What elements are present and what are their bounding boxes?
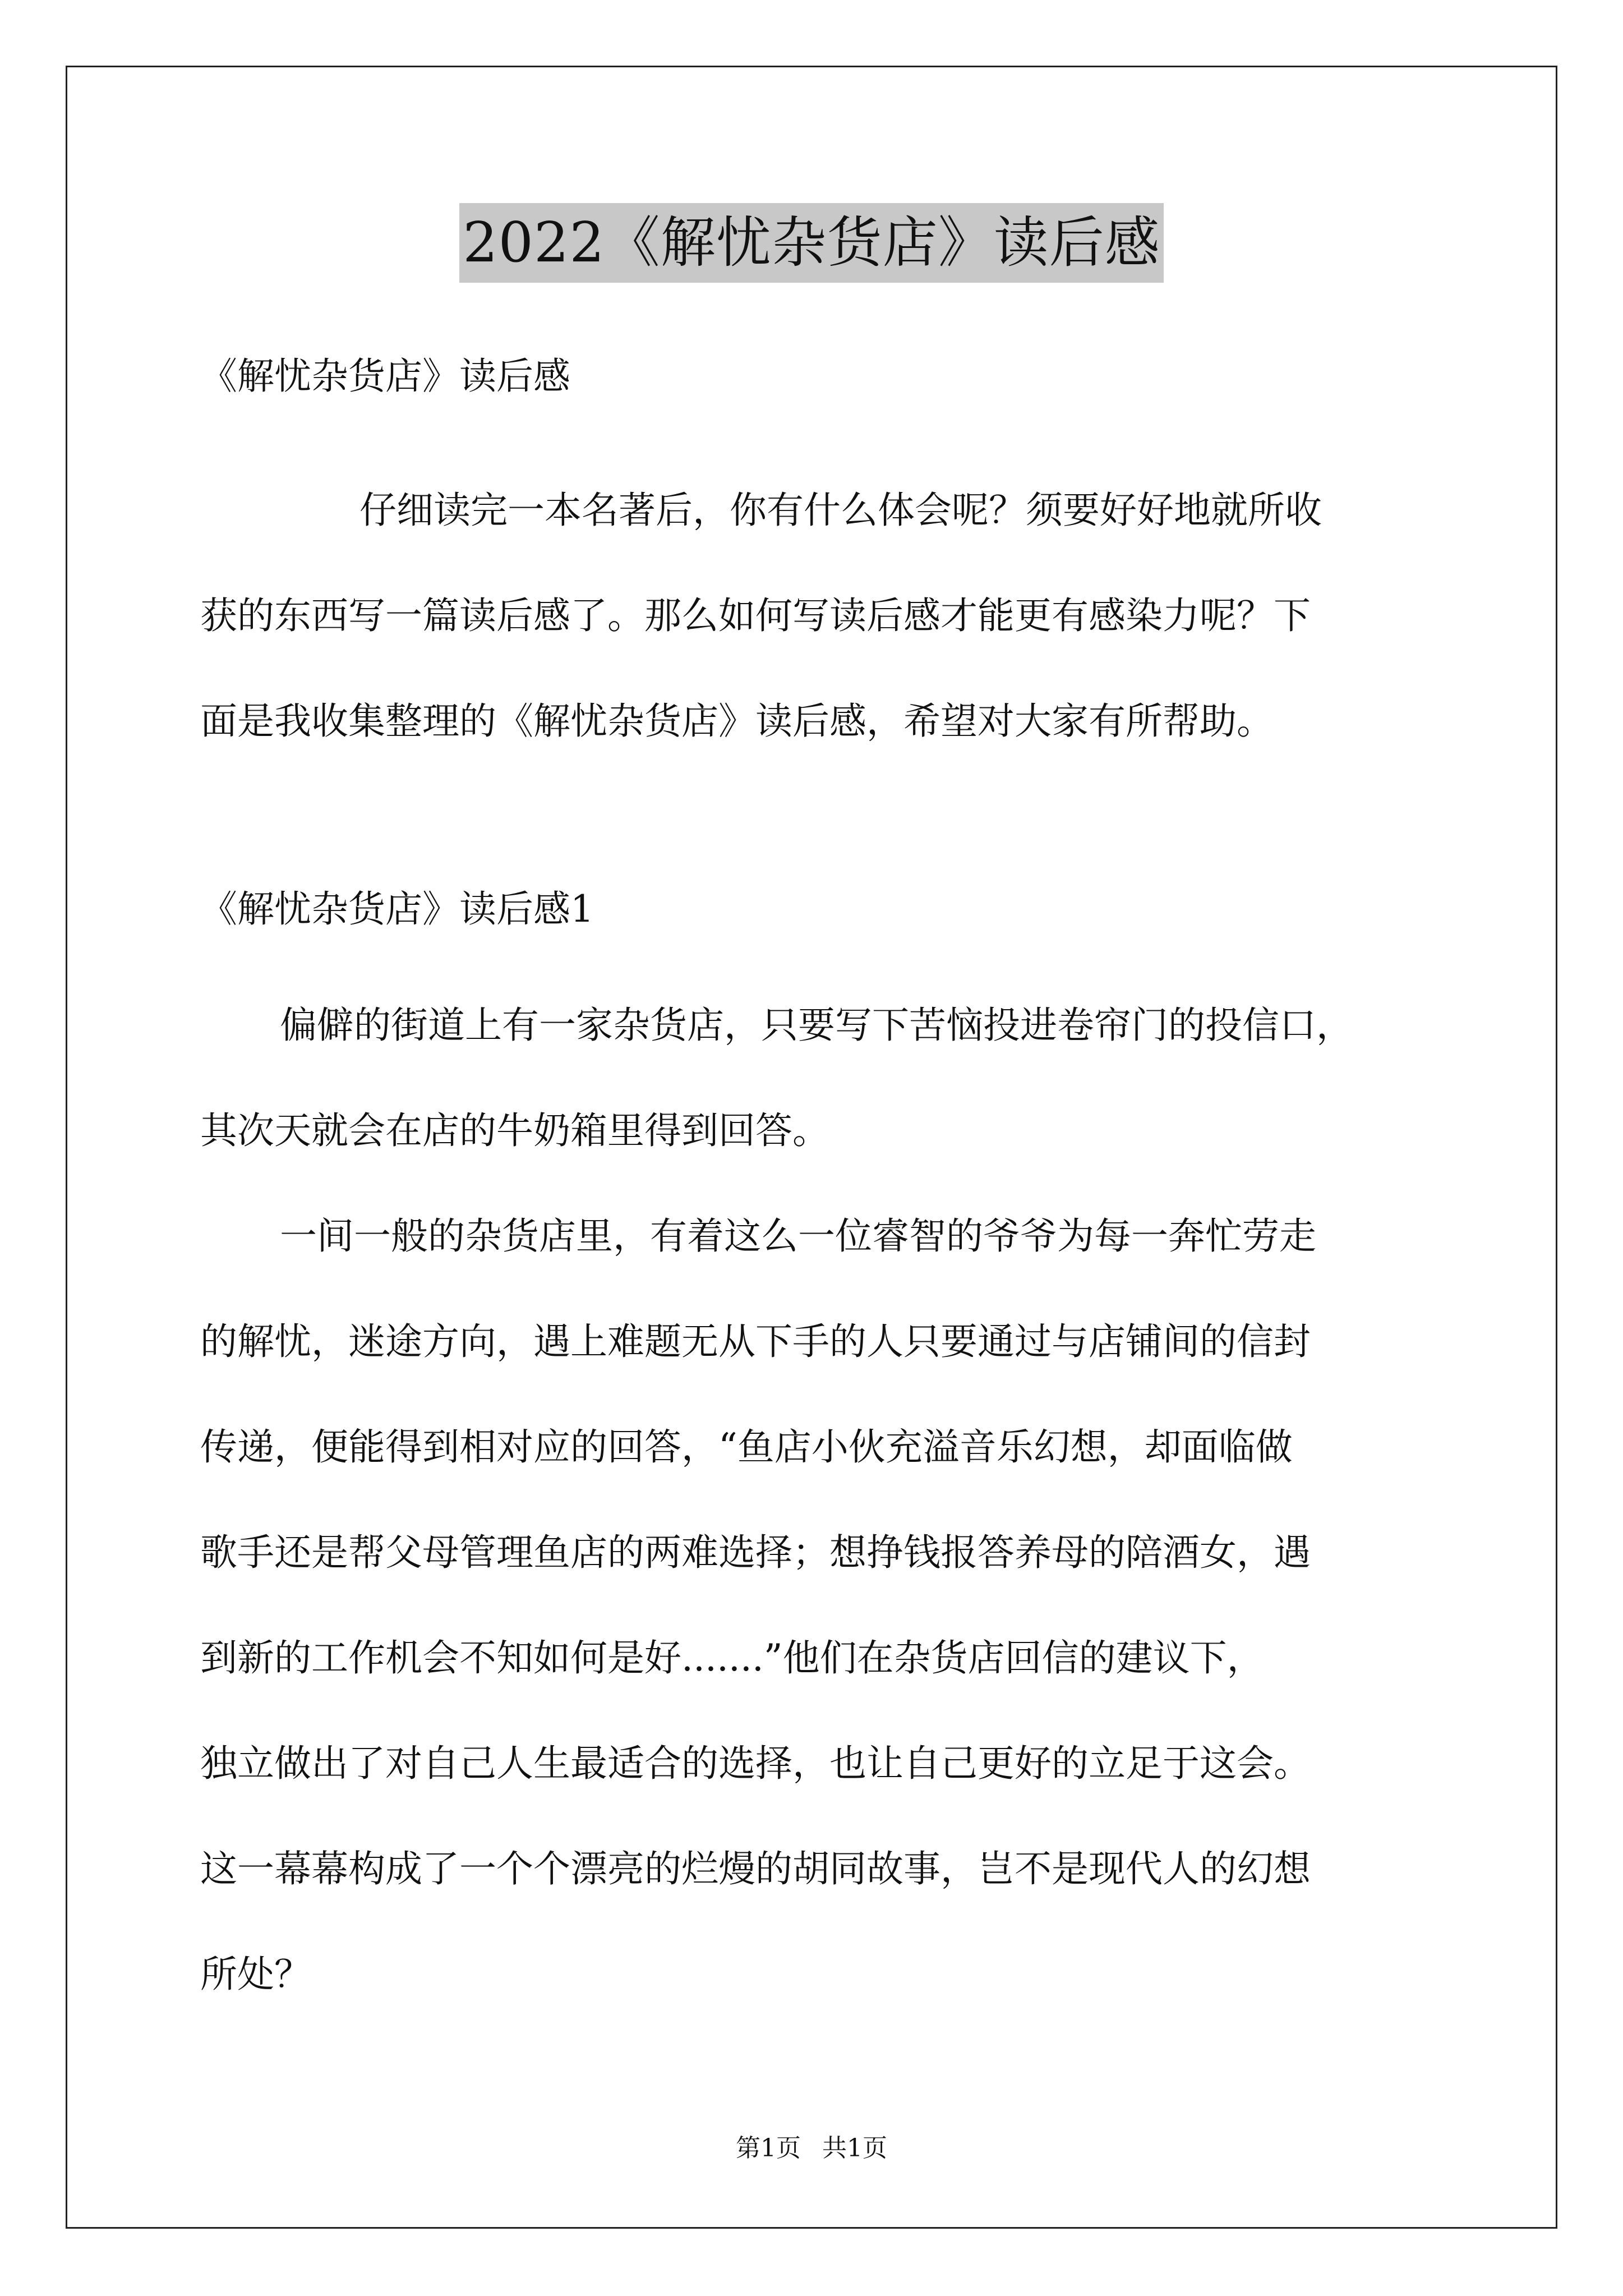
body-line: 歌手还是帮父母管理鱼店的两难选择；想挣钱报答养母的陪酒女，遇 bbox=[200, 1531, 1311, 1574]
intro-line: 仔细读完一本名著后，你有什么体会呢？须要好好地就所收 bbox=[359, 489, 1322, 532]
page-footer bbox=[0, 2132, 1623, 2165]
body-paragraph-2 bbox=[200, 1184, 1451, 2027]
intro-paragraph bbox=[200, 458, 1451, 774]
document-title: 2022《解忧杂货店》读后感 bbox=[459, 203, 1163, 283]
body-line: 到新的工作机会不知如何是好.......”他们在杂货店回信的建议下， bbox=[200, 1636, 1264, 1680]
page-number-current: 第1页 bbox=[736, 2134, 801, 2162]
body-line: 传递，便能得到相对应的回答，“鱼店小伙充溢音乐幻想，却面临做 bbox=[200, 1425, 1293, 1469]
page-number-total: 共1页 bbox=[822, 2134, 887, 2162]
body-line: 的解忧，迷途方向，遇上难题无从下手的人只要通过与店铺间的信封 bbox=[200, 1320, 1311, 1363]
intro-line: 面是我收集整理的《解忧杂货店》读后感，希望对大家有所帮助。 bbox=[200, 700, 1274, 743]
body-line: 偏僻的街道上有一家杂货店，只要写下苦恼投进卷帘门的投信口， bbox=[280, 1004, 1353, 1047]
section-heading: 《解忧杂货店》读后感1 bbox=[200, 887, 594, 931]
title-wrap bbox=[0, 203, 1623, 283]
intro-line: 获的东西写一篇读后感了。那么如何写读后感才能更有感染力呢？下 bbox=[200, 594, 1311, 637]
body-line: 独立做出了对自己人生最适合的选择，也让自己更好的立足于这会。 bbox=[200, 1742, 1311, 1785]
body-line: 一间一般的杂货店里，有着这么一位睿智的爷爷为每一奔忙劳走 bbox=[280, 1214, 1316, 1258]
body-paragraph-1 bbox=[200, 973, 1451, 1184]
document-subtitle: 《解忧杂货店》读后感 bbox=[200, 355, 570, 398]
body-line: 这一幕幕构成了一个个漂亮的烂熳的胡同故事，岂不是现代人的幻想 bbox=[200, 1847, 1311, 1890]
body-line: 其次天就会在店的牛奶箱里得到回答。 bbox=[200, 1109, 829, 1152]
body-line: 所处？ bbox=[200, 1953, 311, 1996]
